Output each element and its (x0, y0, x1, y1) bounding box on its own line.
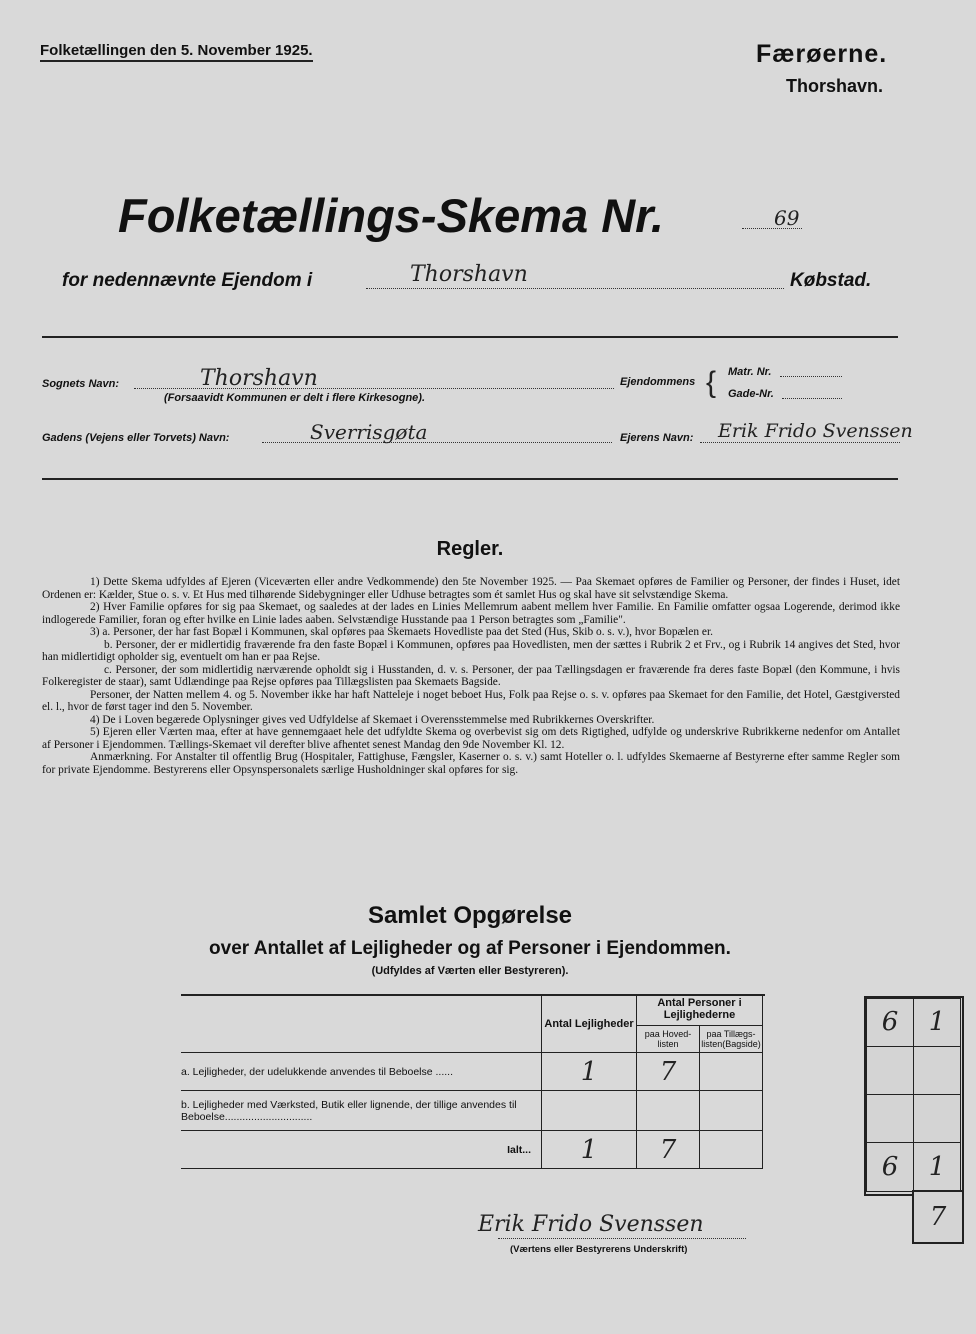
gade-navn-label: Gadens (Vejens eller Torvets) Navn: (42, 432, 230, 444)
row-total-label: Ialt... (181, 1131, 542, 1169)
tally-r2-right[interactable] (913, 1046, 961, 1095)
summary-subtitle: over Antallet af Lejligheder og af Personer i Ejendommen. (209, 938, 731, 959)
ejer-value[interactable]: Erik Frido Svenssen (718, 420, 913, 442)
tally-r4-left[interactable]: 6 (866, 1142, 914, 1192)
rule-4: 4) De i Loven begærede Oplysninger gives ved Udfyldelse af Skemaet i Overensstemmelse med Rubrikkernes Overskrifter. (90, 713, 655, 726)
row-b-hoved[interactable] (637, 1091, 700, 1131)
divider-bottom (42, 478, 898, 480)
row-b-tillaeg[interactable] (700, 1091, 763, 1131)
table-row (181, 1091, 763, 1131)
tally-r1-right[interactable]: 1 (913, 998, 961, 1047)
signature-caption: (Værtens eller Bestyrerens Underskrift) (510, 1244, 688, 1255)
col-tillaeg: paa Tillægs-listen(Bagside) (701, 1029, 761, 1049)
tally-r4-right[interactable]: 1 (913, 1142, 961, 1192)
col-personer: Antal Personer i Lejlighederne (637, 995, 762, 1026)
form-title: Folketællings-Skema Nr. (118, 189, 664, 242)
rule-1: 1) Dette Skema udfyldes af Ejeren (Viceværten eller andre Vedkommende) den 5te November 1925. — Paa Skemaet opføres de Familier og Personer, der findes i Huset, idet Ordenen er: Kælder, Stue o. s. v. Et Hus med tilhørende Sidebygninger eller Udhuse betragtes som ét samlet Hus og skal have sit selvstændige Skema. (42, 576, 900, 601)
sogn-label: Sognets Navn: (42, 378, 120, 390)
row-total-hoved[interactable]: 7 (637, 1131, 700, 1169)
town-name: Thorshavn. (786, 76, 884, 96)
row-b-lejl[interactable] (542, 1091, 637, 1131)
row-a-tillaeg[interactable] (700, 1053, 763, 1091)
signature-line (498, 1238, 746, 1239)
row-total-tillaeg[interactable] (700, 1131, 763, 1169)
tally-total[interactable]: 7 (912, 1190, 964, 1244)
summary-title: Samlet Opgørelse (367, 902, 573, 929)
property-place[interactable]: Thorshavn (410, 262, 528, 287)
gade-nr-line (782, 398, 842, 399)
matr-line (780, 376, 842, 377)
rules-heading: Regler. (436, 538, 504, 560)
rule-note: Anmærkning. For Anstalter til offentlig Brug (Hospitaler, Fattighuse, Fængsler, Kaserner o. s. v.) samt Hoteller o. l. udfyldes Skemaerne af Bestyrerne efter samme Regler som for private Ejendomme. Bestyrerens eller Opsynspersonalets særlige Husholdninger skal opføres for sig. (42, 751, 900, 776)
rule-2: 2) Hver Familie opføres for sig paa Skemaet, og saaledes at der lades en Linies Mellemrum aabent mellem hver Familie. En Familie omfatter ogsaa Logerende, derimod ikke indlogerede Familier, foran og efter hvilke en Linie lades aaben. Selvstændige Husstande paa 1 Person betragtes som „Familie". (42, 601, 900, 626)
summary-note: (Udfyldes af Værten eller Bestyreren). (371, 965, 569, 977)
table-row (181, 1131, 763, 1169)
row-a-hoved[interactable]: 7 (637, 1053, 700, 1091)
summary-table (181, 994, 763, 1169)
rule-5: 5) Ejeren eller Værten maa, efter at have gennemgaaet hele det udfyldte Skema og overbevist sig om dets Rigtighed, udfylde og underskrive Rubrikkerne nedenfor om Antallet af Personer i Ejendommen. Tællings-Skemaet vil derefter blive afhentet senest Mandag den 9de November Kl. 12. (42, 726, 900, 751)
col-hoved: paa Hoved-listen (637, 1026, 700, 1052)
property-suffix: Købstad. (790, 270, 872, 291)
tally-r2-left[interactable] (866, 1046, 914, 1095)
row-a-label: a. Lejligheder, der udelukkende anvendes til Beboelse ...... (181, 1053, 542, 1091)
tally-r3-right[interactable] (913, 1094, 961, 1143)
ejer-line (700, 442, 900, 443)
summary-header-blank (181, 995, 542, 1053)
matr-label: Matr. Nr. (728, 366, 772, 378)
row-a-lejl[interactable]: 1 (542, 1053, 637, 1091)
rule-3b: b. Personer, der er midlertidig fraværende fra den faste Bopæl i Kommunen, opføres paa Hovedlisten, men der sættes i Rubrik 2 et Frv., og i Rubrik 14 angives det Sted, hvor han midlertidigt opholder sig, eventuelt om han er paa Rejse. (42, 638, 900, 663)
row-b-label: b. Lejligheder med Værksted, Butik eller lignende, der tillige anvendes til Beboelse.............................. (181, 1091, 542, 1131)
property-prefix: for nedennævnte Ejendom i (62, 270, 313, 291)
rule-3c: c. Personer, der som midlertidig nærværende opholdt sig i Husstanden, d. v. s. Personer, der paa Tællingsdagen er fraværende fra deres faste Bopæl (den Kommune, i hvis Folkeregister de staar), samt Udlændinge paa Rejse opføres paa Tillægslisten paa Skemaets Bagside. (42, 663, 900, 688)
rule-3a: 3) a. Personer, der har fast Bopæl i Kommunen, skal opføres paa Skemaets Hovedliste paa det Sted (Hus, Skib o. s. v.), hvor Bopælen er. (90, 626, 713, 638)
ejendom-label: Ejendommens (620, 376, 696, 388)
region-name: Færøerne. (756, 40, 888, 68)
ejer-label: Ejerens Navn: (620, 432, 694, 444)
sogn-note: (Forsaavidt Kommunen er delt i flere Kirkesogne). (164, 392, 426, 404)
property-line (366, 288, 784, 289)
table-row (181, 1053, 763, 1091)
brace: { (706, 366, 717, 399)
tally-r3-left[interactable] (866, 1094, 914, 1143)
rules-text (42, 576, 900, 776)
col-personer-group (637, 995, 763, 1053)
form-number[interactable]: 69 (774, 206, 800, 230)
divider-top (42, 336, 898, 338)
tally-r1-left[interactable]: 6 (866, 998, 914, 1047)
gade-nr-label: Gade-Nr. (728, 388, 774, 400)
signature[interactable]: Erik Frido Svenssen (478, 1212, 704, 1237)
row-total-lejl[interactable]: 1 (542, 1131, 637, 1169)
sogn-value[interactable]: Thorshavn (200, 366, 318, 391)
gade-navn-value[interactable]: Sverrisgøta (310, 420, 428, 444)
census-date: Folketællingen den 5. November 1925. (40, 42, 313, 62)
rule-3d: Personer, der Natten mellem 4. og 5. November ikke har haft Natteleje i noget beboet Hus, Folk paa Rejse o. s. v. opføres paa Skemaet for den Familie, det Hotel, Gæstgiversted el. l., hvor de først tager ind den 5. November. (42, 688, 900, 713)
col-lejligheder: Antal Lejligheder (542, 995, 637, 1053)
